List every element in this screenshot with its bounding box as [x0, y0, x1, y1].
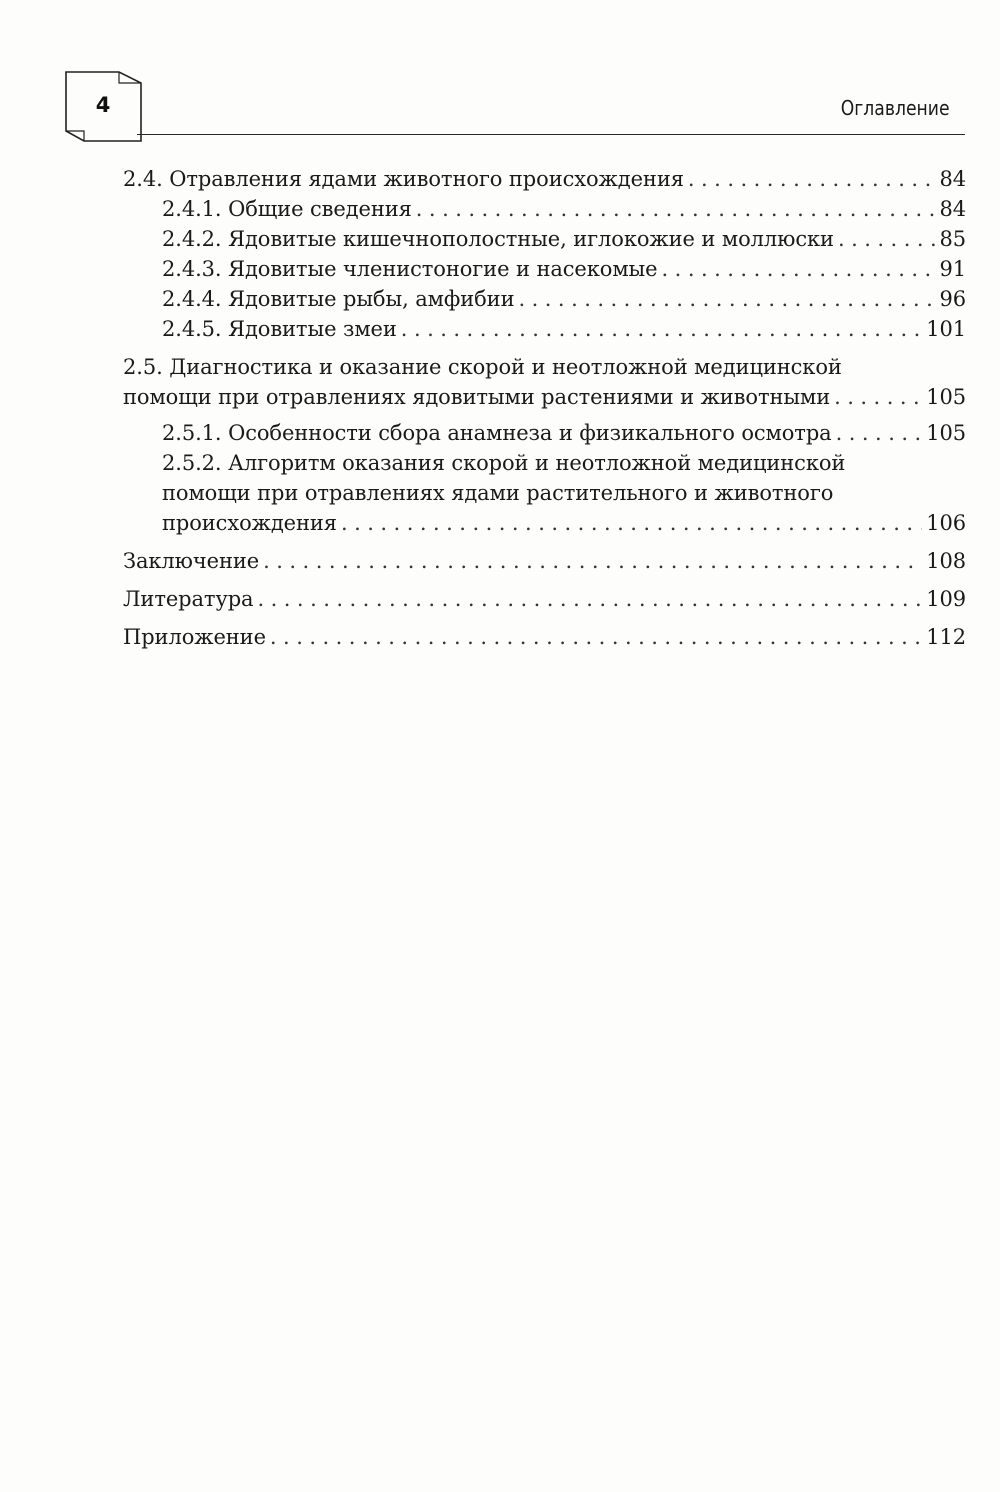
toc-entry-literature[interactable]: [123, 584, 966, 614]
toc-entry-appendix[interactable]: [123, 622, 966, 652]
running-title: Оглавление: [841, 96, 950, 120]
leader-dots: [836, 418, 923, 448]
toc-entry-title: 2.4.5. Ядовитые змеи: [162, 317, 397, 341]
toc-entry-2-4-4[interactable]: [123, 284, 966, 314]
toc-entry-2-5-1[interactable]: [123, 418, 966, 448]
toc-entry-page: 109: [926, 587, 966, 611]
toc-entry-title: 2.4. Отравления ядами животного происхождения: [123, 167, 684, 191]
toc-entry-2-5[interactable]: [123, 352, 966, 412]
table-of-contents: [123, 164, 966, 652]
toc-entry-page: 106: [926, 511, 966, 535]
header-rule: [137, 134, 965, 135]
page-number: 4: [95, 93, 111, 117]
toc-entry-page: 91: [939, 257, 966, 281]
leader-dots: [416, 194, 936, 224]
toc-entry-page: 105: [926, 421, 966, 445]
toc-entry-2-4-5[interactable]: [123, 314, 966, 344]
leader-dots: [662, 254, 936, 284]
toc-entry-2-4[interactable]: [123, 164, 966, 194]
toc-entry-page: 84: [939, 167, 966, 191]
toc-entry-page: 101: [926, 317, 966, 341]
toc-entry-title-line3: происхождения: [162, 511, 337, 535]
toc-entry-2-4-1[interactable]: [123, 194, 966, 224]
leader-dots: [401, 314, 922, 344]
toc-entry-title: 2.4.4. Ядовитые рыбы, амфибии: [162, 287, 515, 311]
toc-entry-title: 2.5.1. Особенности сбора анамнеза и физикального осмотра: [162, 421, 832, 445]
toc-entry-title: Заключение: [123, 549, 260, 573]
toc-entry-page: 96: [939, 287, 966, 311]
leader-dots: [688, 164, 936, 194]
leader-dots: [263, 546, 922, 576]
toc-entry-title: Приложение: [123, 625, 266, 649]
toc-entry-title-line2: помощи при отравлениях ядовитыми растениями и животными: [123, 385, 831, 409]
leader-dots: [341, 508, 922, 538]
leader-dots: [834, 382, 922, 412]
toc-entry-title-line2: помощи при отравлениях ядами растительного и животного: [162, 481, 834, 505]
page-number-box: [64, 71, 142, 143]
toc-entry-title: 2.4.1. Общие сведения: [162, 197, 412, 221]
toc-entry-page: 85: [939, 227, 966, 251]
leader-dots: [518, 284, 935, 314]
toc-entry-2-4-2[interactable]: [123, 224, 966, 254]
toc-entry-title: 2.4.2. Ядовитые кишечнополостные, иглокожие и моллюски: [162, 227, 834, 251]
toc-entry-page: 112: [926, 625, 966, 649]
toc-entry-2-4-3[interactable]: [123, 254, 966, 284]
toc-entry-title-line1: 2.5. Диагностика и оказание скорой и неотложной медицинской: [123, 355, 842, 379]
toc-entry-title-line1: 2.5.2. Алгоритм оказания скорой и неотложной медицинской: [162, 451, 846, 475]
toc-entry-page: 105: [926, 385, 966, 409]
toc-entry-2-5-2[interactable]: [123, 448, 966, 538]
toc-entry-conclusion[interactable]: [123, 546, 966, 576]
leader-dots: [257, 584, 922, 614]
toc-entry-title: 2.4.3. Ядовитые членистоногие и насекомые: [162, 257, 658, 281]
toc-entry-page: 84: [939, 197, 966, 221]
toc-entry-title: Литература: [123, 587, 254, 611]
leader-dots: [270, 622, 922, 652]
toc-entry-page: 108: [926, 549, 966, 573]
leader-dots: [838, 224, 936, 254]
